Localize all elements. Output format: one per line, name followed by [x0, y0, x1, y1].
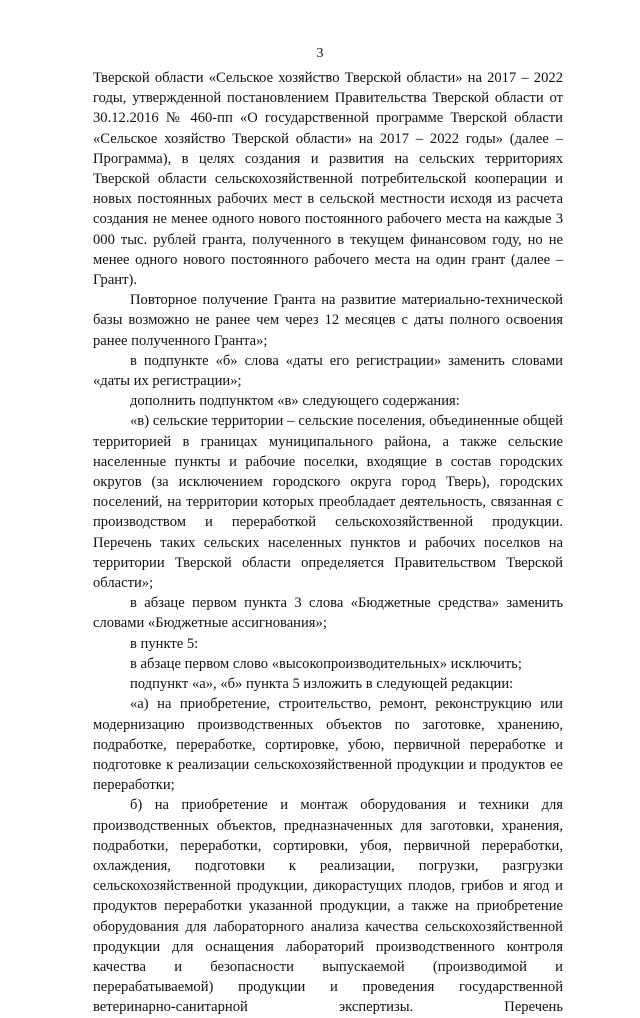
paragraph-subclause-b-text: б) на приобретение и монтаж оборудования и техники для производственных объектов, предназначенных для заготовки, хранения, подработки, переработки, сортировки, убоя, первичной переработки, охлаждения, подготовки к реализации, погрузки, разгрузки сельскохозяйственной продукции, дикорастущих плодов, грибов и ягод и продуктов переработки указанной продукции, а также на приобретение оборудования для лабораторного анализа качества сельскохозяйственной продукции для оснащения лабораторий производственного контроля качества и безопасности выпускаемой (производимой и перерабатываемой) продукции и проведения государственной ветеринарно-санитарной экспертизы. Перечень	[93, 797, 563, 1016]
paragraph-repeat-grant: Повторное получение Гранта на развитие материально-технической базы возможно не ранее чем через 12 месяцев с даты полного освоения ранее полученного Гранта»;	[93, 292, 563, 349]
paragraph-add-subclause-v: дополнить подпунктом «в» следующего содержания:	[130, 393, 460, 410]
paragraph-rural-territories: «в) сельские территории – сельские поселения, объединенные общей территорией в границах муниципального района, а также сельские населенные пункты и рабочие поселки, входящие в состав городских округов (за исключением городского округа город Тверь), городских поселений, на территории которых преобладает деятельность, связанная с производством и переработкой сельскохозяйственной продукции. Перечень таких сельских населенных пунктов и рабочих поселков на территории Тверской области определяется Правительством Тверской области»;	[93, 413, 563, 592]
paragraph-program-reference: Тверской области «Сельское хозяйство Тверской области» на 2017 – 2022 годы, утвержденной постановлением Правительства Тверской области от 30.12.2016 № 460-пп «О государственной программе Тверской области «Сельское хозяйство Тверской области» на 2017 – 2022 годы» (далее – Программа), в целях создания и развития на сельских территориях Тверской области сельскохозяйственной потребительской кооперации и новых постоянных рабочих мест в сельской местности исходя из расчета создания не менее одного нового постоянного рабочего места на каждые 3 000 тыс. рублей гранта, полученного в текущем финансовом году, но не менее одного нового постоянного рабочего места на один грант (далее – Грант).	[93, 70, 563, 289]
paragraph-subclauses-ab: подпункт «а», «б» пункта 5 изложить в следующей редакции:	[130, 676, 514, 693]
paragraph-subclause-b: в подпункте «б» слова «даты его регистрации» заменить словами «даты их регистрации»;	[93, 352, 563, 390]
document-body	[93, 68, 563, 1018]
paragraph-clause-5: в пункте 5:	[130, 635, 199, 652]
page-number: 3	[316, 46, 324, 61]
paragraph-clause-3: в абзаце первом пункта 3 слова «Бюджетные средства» заменить словами «Бюджетные ассигнования»;	[93, 595, 563, 632]
paragraph-subclause-a-text: «а) на приобретение, строительство, ремонт, реконструкцию или модернизацию производственных объектов по заготовке, хранению, подработке, переработке, сортировке, убою, первичной переработке и подготовке к реализации сельскохозяйственной продукции и продуктов ее переработки;	[93, 696, 563, 794]
paragraph-first-subparagraph: в абзаце первом слово «высокопроизводительных» исключить;	[130, 655, 522, 672]
